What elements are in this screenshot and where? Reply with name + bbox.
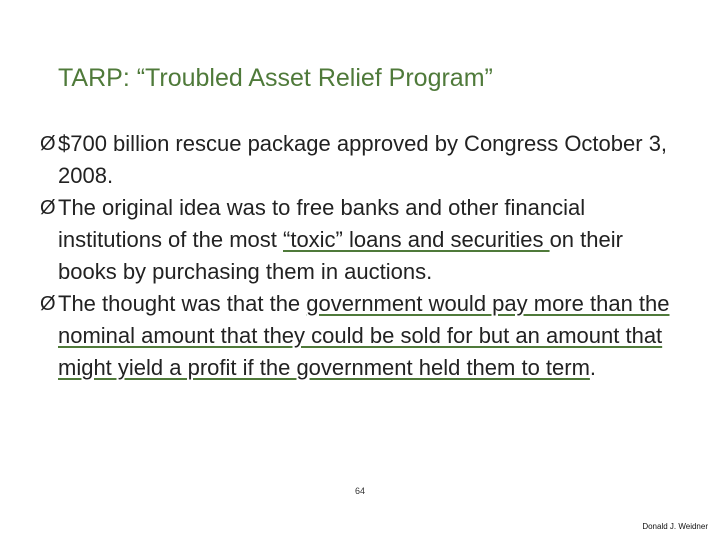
arrow-bullet-icon: Ø — [40, 293, 56, 315]
slide-title: TARP: “Troubled Asset Relief Program” — [58, 64, 493, 92]
bullet-item-1 — [40, 128, 680, 192]
arrow-bullet-icon: Ø — [40, 197, 56, 219]
author-credit: Donald J. Weidner — [642, 522, 708, 531]
page-number: 64 — [355, 486, 366, 496]
underlined-text: “toxic” loans and securities — [283, 227, 550, 252]
bullet-item-2 — [40, 192, 680, 288]
bullet-item-3 — [40, 288, 680, 384]
bullet-text: on their books by purchasing them in auctions. — [58, 227, 623, 284]
bullet-text: . — [589, 355, 597, 380]
bullet-text: The thought was that the — [58, 291, 307, 316]
bullet-text: The original idea was to free banks and other financial institutions of the most — [58, 195, 586, 252]
arrow-bullet-icon: Ø — [40, 133, 56, 155]
underlined-text: government would pay more than the nominal amount that they could be sold for but an amount that might yield a profit if the government held them to term — [58, 291, 670, 380]
bullet-list — [40, 128, 680, 384]
bullet-text: $700 billion rescue package approved by Congress October 3, 2008. — [58, 131, 668, 188]
